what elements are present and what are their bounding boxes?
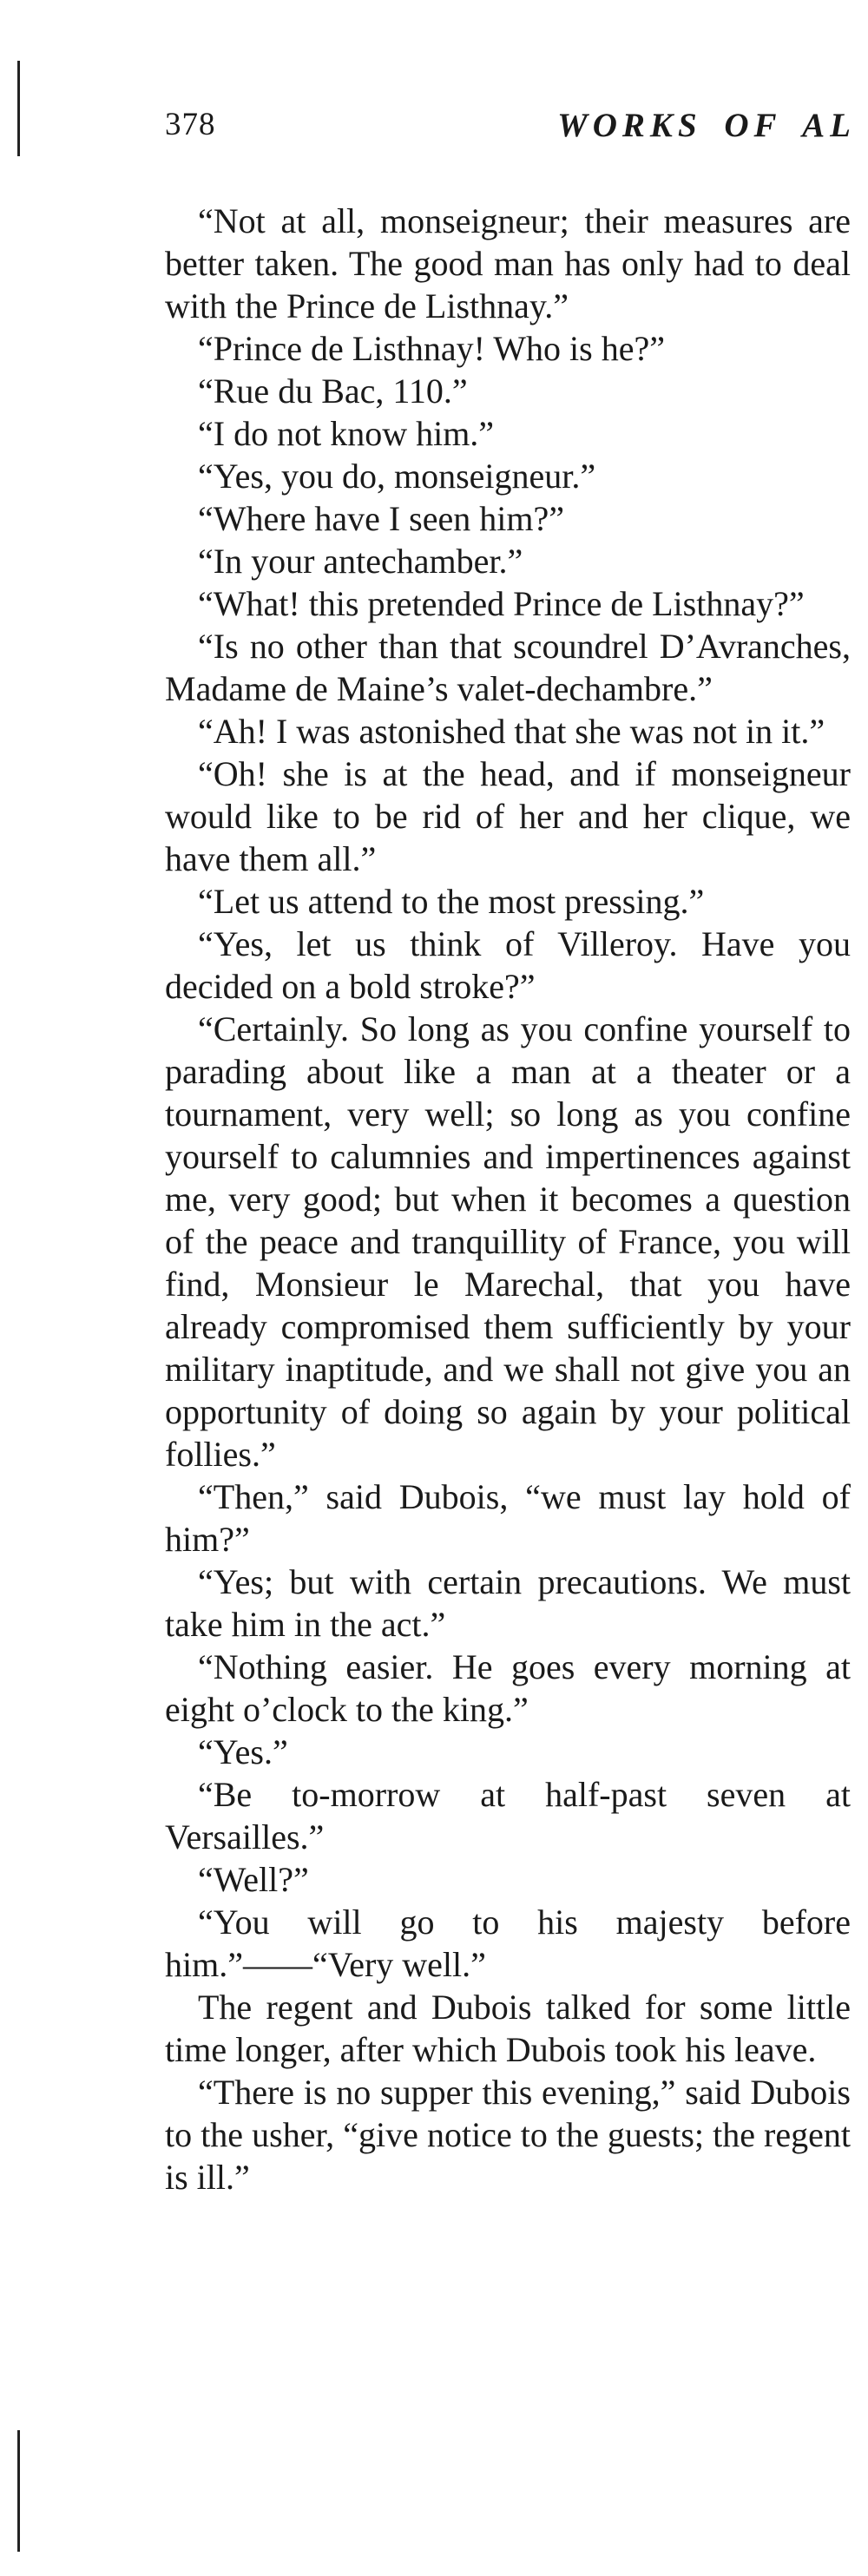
paragraph: “Yes; but with certain precautions. We must take him in the act.”: [165, 1562, 851, 1644]
paragraph: “I do not know him.”: [198, 414, 495, 453]
paragraph: “Certainly. So long as you confine yourself to parading about like a man at a theater or a tournament, very well; so long as you confine yourself to calumnies and impertinences against me, very good; but when it becomes a question of the peace and tranquillity of France, you will find, Monsieur le Marechal, that you have already compromised them sufficiently by your military inaptitude, and we shall not give you an opportunity of doing so again by your political follies.”: [165, 1009, 851, 1474]
page-edge-mark-top: [17, 61, 20, 156]
page-header: [165, 106, 868, 158]
page-number: 378: [165, 107, 216, 142]
paragraph: “Where have I seen him?”: [198, 499, 564, 538]
paragraph: “Nothing easier. He goes every morning at eight o’clock to the king.”: [165, 1647, 851, 1729]
paragraph: “Yes, you do, monseigneur.”: [198, 457, 596, 496]
paragraph: “What! this pretended Prince de Listhnay?”: [198, 584, 805, 623]
paragraph: “You will go to his majesty before him.”——“Very well.”: [165, 1902, 851, 1984]
running-head: WORKS OF AL: [557, 107, 856, 144]
body-text: [165, 200, 851, 2198]
paragraph: “Yes, let us think of Villeroy. Have you decided on a bold stroke?”: [165, 924, 851, 1006]
paragraph: “Not at all, monseigneur; their measures are better taken. The good man has only had to deal with the Prince de Listhnay.”: [165, 201, 851, 325]
page-edge-mark-bottom: [17, 2430, 20, 2552]
paragraph: “Well?”: [198, 1860, 309, 1899]
paragraph: “Is no other than that scoundrel D’Avranches, Madame de Maine’s valet-dechambre.”: [165, 627, 851, 708]
paragraph: “Then,” said Dubois, “we must lay hold of him?”: [165, 1477, 851, 1559]
paragraph: “Rue du Bac, 110.”: [198, 371, 468, 411]
paragraph: “Be to-morrow at half-past seven at Versailles.”: [165, 1775, 851, 1856]
paragraph: “Oh! she is at the head, and if monseigneur would like to be rid of her and her clique, we have them all.”: [165, 754, 851, 878]
paragraph: “Ah! I was astonished that she was not in it.”: [198, 712, 825, 751]
paragraph: The regent and Dubois talked for some little time longer, after which Dubois took his leave.: [165, 1988, 851, 2069]
paragraph: “There is no supper this evening,” said Dubois to the usher, “give notice to the guests; the regent is ill.”: [165, 2073, 851, 2197]
paragraph: “In your antechamber.”: [198, 542, 523, 581]
paragraph: “Prince de Listhnay! Who is he?”: [198, 329, 665, 368]
paragraph: “Yes.”: [198, 1732, 288, 1771]
paragraph: “Let us attend to the most pressing.”: [198, 882, 705, 921]
